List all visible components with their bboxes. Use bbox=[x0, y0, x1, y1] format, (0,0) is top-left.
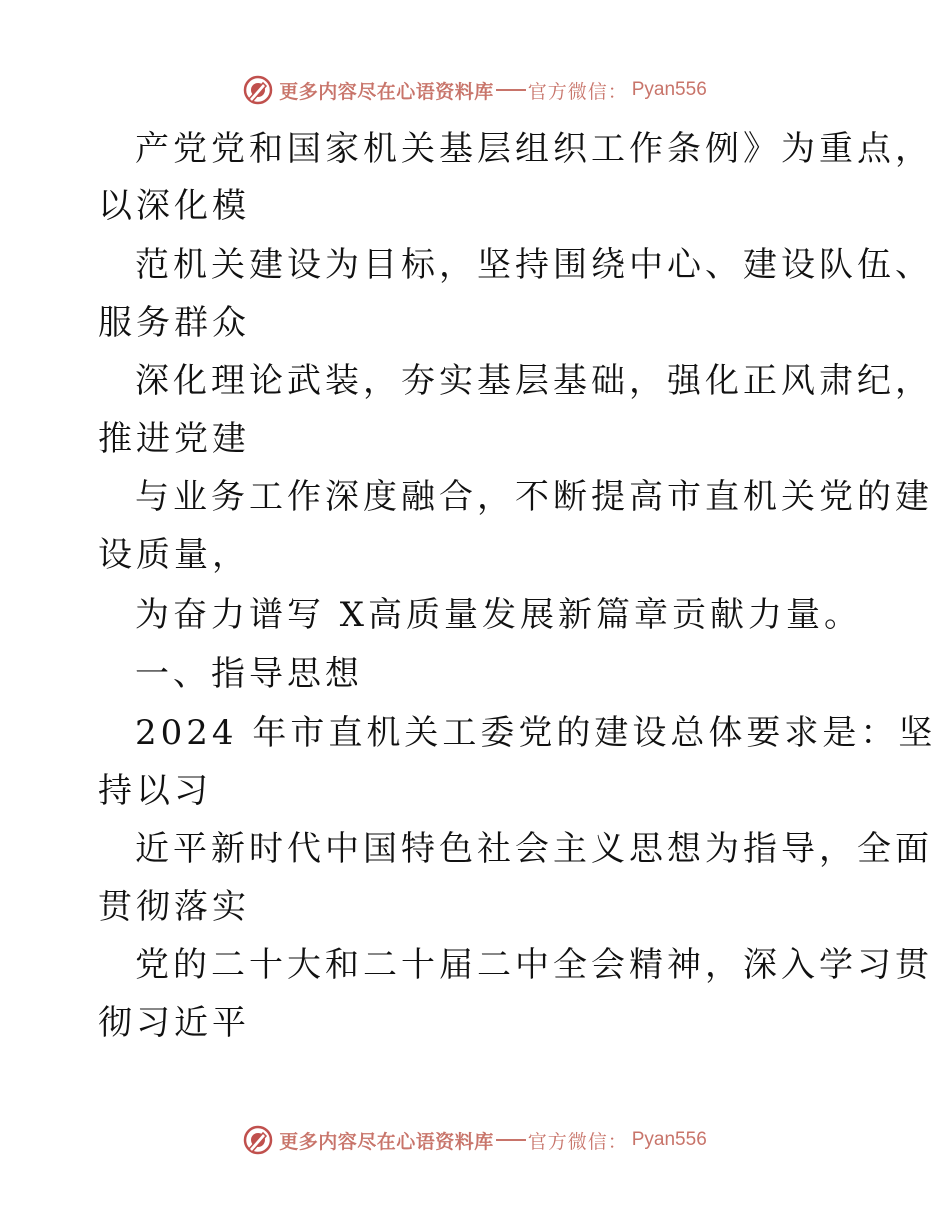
body-line: 近平新时代中国特色社会主义思想为指导，全面 bbox=[135, 829, 933, 869]
body-line: 服务群众 bbox=[98, 303, 250, 343]
header-watermark-banner bbox=[0, 70, 950, 110]
brand-logo-icon bbox=[243, 1125, 273, 1155]
footer-wechat-id: Pyan556 bbox=[631, 1129, 707, 1150]
body-line: 与业务工作深度融合，不断提高市直机关党的建 bbox=[135, 477, 933, 517]
body-line: 设质量， bbox=[98, 535, 250, 575]
footer-dash-separator bbox=[496, 1139, 526, 1141]
footer-brand-text: 更多内容尽在心语资料库 bbox=[279, 1130, 494, 1153]
body-line: 持以习 bbox=[98, 771, 212, 811]
body-line: 深化理论武装，夯实基层基础，强化正风肃纪， bbox=[135, 361, 933, 401]
header-brand-text: 更多内容尽在心语资料库 bbox=[279, 80, 494, 103]
body-line: 彻习近平 bbox=[98, 1003, 250, 1043]
footer-watermark-banner bbox=[0, 1120, 950, 1160]
body-line: 推进党建 bbox=[98, 419, 250, 459]
body-line: 2024 年市直机关工委党的建设总体要求是：坚 bbox=[135, 713, 937, 753]
body-line: 党的二十大和二十届二中全会精神，深入学习贯 bbox=[135, 945, 933, 985]
body-line: 以深化模 bbox=[98, 186, 250, 226]
brand-logo-icon bbox=[243, 75, 273, 105]
header-dash-separator bbox=[496, 89, 526, 91]
body-line: 产党党和国家机关基层组织工作条例》为重点， bbox=[135, 129, 933, 169]
body-line: 贯彻落实 bbox=[98, 887, 250, 927]
section-heading: 一、指导思想 bbox=[135, 654, 363, 694]
header-wechat-label: 官方微信： bbox=[527, 80, 628, 103]
header-wechat-id: Pyan556 bbox=[631, 79, 707, 100]
footer-wechat-label: 官方微信： bbox=[527, 1130, 628, 1153]
body-line: 范机关建设为目标，坚持围绕中心、建设队伍、 bbox=[135, 245, 933, 285]
body-line: 为奋力谱写 X高质量发展新篇章贡献力量。 bbox=[135, 595, 863, 635]
